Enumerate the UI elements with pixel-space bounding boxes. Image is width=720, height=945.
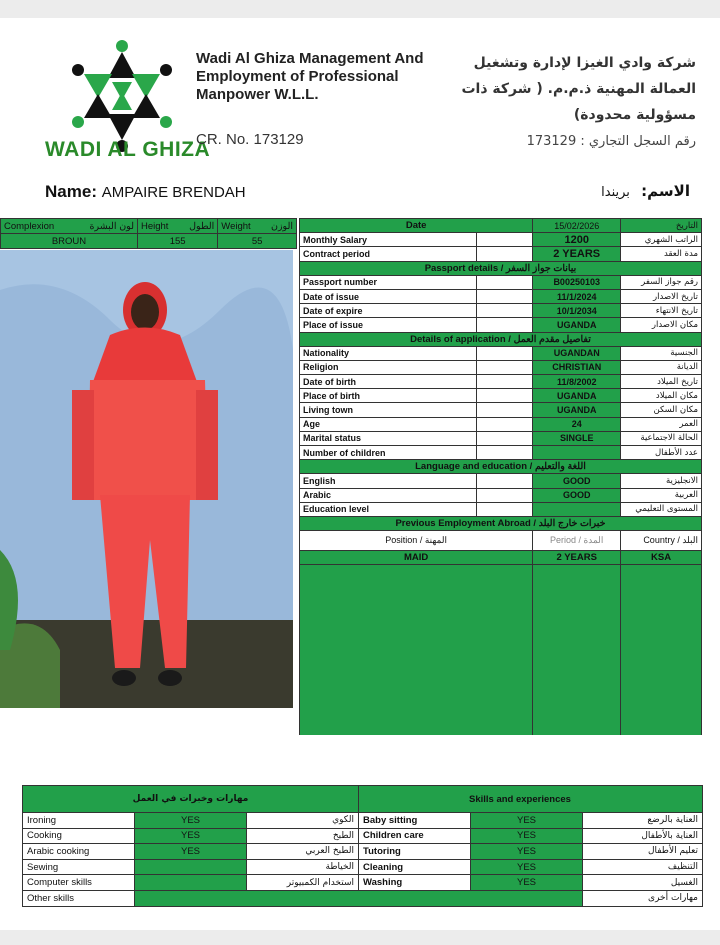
application-label-ar: مكان الميلاد: [621, 389, 702, 403]
skill-label-ar: العناية بالأطفال: [583, 828, 703, 844]
date-row: Date 15/02/2026 التاريخ: [300, 219, 702, 233]
language-value: GOOD: [533, 488, 621, 502]
application-label-ar: الحالة الاجتماعية: [621, 431, 702, 445]
passport-row: [300, 275, 702, 289]
application-label-ar: الديانة: [621, 360, 702, 374]
employment-empty-row: [300, 593, 702, 607]
application-value: CHRISTIAN: [533, 360, 621, 374]
application-row: [300, 375, 702, 389]
salary-value: 1200: [533, 233, 621, 247]
contract-value: 2 YEARS: [533, 247, 621, 261]
language-label: English: [300, 474, 477, 488]
skills-title-en: Skills and experiences: [359, 786, 703, 813]
weight-value: 55: [218, 234, 297, 249]
employment-period: 2 YEARS: [533, 551, 621, 565]
application-label: Nationality: [300, 346, 477, 360]
employment-empty-row: [300, 707, 702, 721]
language-value: [533, 502, 621, 516]
company-name-en: Wadi Al Ghiza Management And Employment of Professional Manpower W.L.L.: [196, 50, 424, 103]
passport-label: Passport number: [300, 275, 477, 289]
skill-label: Sewing: [23, 859, 135, 875]
employment-country: KSA: [621, 551, 702, 565]
skill-label-ar: الطبخ العربي: [247, 844, 359, 860]
height-value: 155: [137, 234, 217, 249]
employment-header: Position / المهنة Period / المدة Country / البلد: [300, 531, 702, 551]
skill-label-ar: العناية بالرضع: [583, 813, 703, 829]
skill-value: [135, 875, 247, 891]
language-label: Education level: [300, 502, 477, 516]
contract-row: Contract period 2 YEARS مدة العقد: [300, 247, 702, 261]
employment-position: MAID: [300, 551, 533, 565]
application-label: Religion: [300, 360, 477, 374]
application-label-ar: تاريخ الميلاد: [621, 375, 702, 389]
passport-value: UGANDA: [533, 318, 621, 332]
application-row: [300, 446, 702, 460]
passport-label: Place of issue: [300, 318, 477, 332]
employment-empty-row: [300, 622, 702, 636]
employment-section: Previous Employment Abroad / خبرات خارج البلد: [300, 516, 702, 530]
name-label-ar: الاسم:: [641, 182, 690, 200]
application-row: [300, 389, 702, 403]
application-value: 24: [533, 417, 621, 431]
skill-label: Baby sitting: [359, 813, 471, 829]
skill-value: YES: [471, 813, 583, 829]
language-label-ar: المستوى التعليمي: [621, 502, 702, 516]
skill-label: Cooking: [23, 828, 135, 844]
application-value: SINGLE: [533, 431, 621, 445]
application-label-ar: الجنسية: [621, 346, 702, 360]
cr-number-en: CR. No. 173129: [196, 131, 304, 148]
language-label-ar: العربية: [621, 488, 702, 502]
application-label: Place of birth: [300, 389, 477, 403]
skill-label: Ironing: [23, 813, 135, 829]
application-label: Marital status: [300, 431, 477, 445]
language-row: [300, 474, 702, 488]
name-value: AMPAIRE BRENDAH: [101, 184, 246, 201]
application-value: [533, 446, 621, 460]
application-value: UGANDA: [533, 389, 621, 403]
skill-value: YES: [471, 875, 583, 891]
employment-empty-row: [300, 693, 702, 707]
skill-label-ar: الطبخ: [247, 828, 359, 844]
skill-value: YES: [135, 813, 247, 829]
skills-row: [23, 859, 703, 875]
language-value: GOOD: [533, 474, 621, 488]
height-header: Height الطول: [137, 219, 217, 234]
employment-empty-row: [300, 678, 702, 692]
skill-label: Computer skills: [23, 875, 135, 891]
cv-sheet: [0, 18, 720, 930]
skill-label: Children care: [359, 828, 471, 844]
application-row: [300, 403, 702, 417]
skill-label-ar: التنظيف: [583, 859, 703, 875]
employment-empty-row: [300, 579, 702, 593]
application-row: [300, 346, 702, 360]
passport-label-ar: تاريخ الانتهاء: [621, 304, 702, 318]
details-table: [299, 218, 702, 735]
skills-row: [23, 875, 703, 891]
passport-label: Date of issue: [300, 289, 477, 303]
complexion-value: BROUN: [1, 234, 138, 249]
employment-empty-row: [300, 650, 702, 664]
passport-row: [300, 304, 702, 318]
skill-label-ar: الكوي: [247, 813, 359, 829]
skill-label: Tutoring: [359, 844, 471, 860]
date-value: 15/02/2026: [533, 219, 621, 233]
employment-empty-row: [300, 565, 702, 579]
cr-number-ar: رقم السجل التجاري : 173129: [526, 134, 696, 149]
skill-label: Cleaning: [359, 859, 471, 875]
name-value-ar: بريندا: [601, 185, 630, 200]
application-value: UGANDA: [533, 403, 621, 417]
name-row-ar: [601, 182, 690, 200]
language-section: Language and education / اللغة والتعليم: [300, 460, 702, 474]
skill-value: YES: [135, 844, 247, 860]
employment-empty-row: [300, 607, 702, 621]
application-label-ar: مكان السكن: [621, 403, 702, 417]
skill-label-ar: استخدام الكمبيوتر: [247, 875, 359, 891]
skill-value: YES: [471, 844, 583, 860]
language-label-ar: الانجليزية: [621, 474, 702, 488]
skill-value: YES: [135, 828, 247, 844]
skill-label-ar: تعليم الأطفال: [583, 844, 703, 860]
candidate-photo: [0, 250, 293, 708]
physical-table: [0, 218, 297, 249]
passport-label-ar: رقم جواز السفر: [621, 275, 702, 289]
skill-value: YES: [471, 859, 583, 875]
logo-text: WADI AL GHIZA: [45, 138, 211, 161]
salary-row: Monthly Salary 1200 الراتب الشهري: [300, 233, 702, 247]
skill-value: [135, 859, 247, 875]
application-row: [300, 360, 702, 374]
skills-table: [22, 785, 703, 907]
company-name-ar: شركة وادي الغيزا لإدارة وتشغيل العمالة المهنية ذ.م.م. ( شركة ذات مسؤولية محدودة): [461, 55, 696, 123]
application-label-ar: العمر: [621, 417, 702, 431]
employment-row: [300, 551, 702, 565]
skill-label-ar: الخياطة: [247, 859, 359, 875]
passport-row: [300, 318, 702, 332]
application-label-ar: عدد الأطفال: [621, 446, 702, 460]
skills-row: [23, 813, 703, 829]
application-value: 11/8/2002: [533, 375, 621, 389]
application-row: [300, 417, 702, 431]
application-section: Details of application / تفاصيل مقدم العمل: [300, 332, 702, 346]
application-label: Date of birth: [300, 375, 477, 389]
name-row: Name: AMPAIRE BRENDAH: [45, 182, 246, 201]
skills-row: [23, 828, 703, 844]
skills-row: [23, 844, 703, 860]
passport-value: 11/1/2024: [533, 289, 621, 303]
complexion-header: Complexion لون البشرة: [1, 219, 138, 234]
passport-label-ar: مكان الاصدار: [621, 318, 702, 332]
skill-value: YES: [471, 828, 583, 844]
language-label: Arabic: [300, 488, 477, 502]
application-row: [300, 431, 702, 445]
skills-title-ar: مهارات وخبرات في العمل: [23, 786, 359, 813]
employment-empty-row: [300, 721, 702, 735]
passport-row: [300, 289, 702, 303]
application-value: UGANDAN: [533, 346, 621, 360]
application-label: Age: [300, 417, 477, 431]
skill-label: Washing: [359, 875, 471, 891]
language-row: [300, 488, 702, 502]
passport-section: Passport details / بيانات جواز السفر: [300, 261, 702, 275]
passport-label-ar: تاريخ الاصدار: [621, 289, 702, 303]
other-skills-row: Other skills مهارات أخرى: [23, 890, 703, 906]
employment-empty-row: [300, 636, 702, 650]
passport-label: Date of expire: [300, 304, 477, 318]
application-label: Number of children: [300, 446, 477, 460]
skill-label: Arabic cooking: [23, 844, 135, 860]
language-row: [300, 502, 702, 516]
application-label: Living town: [300, 403, 477, 417]
weight-header: Weight الوزن: [218, 219, 297, 234]
passport-value: B00250103: [533, 275, 621, 289]
employment-empty-row: [300, 664, 702, 678]
passport-value: 10/1/2034: [533, 304, 621, 318]
skill-label-ar: الغسيل: [583, 875, 703, 891]
name-label: Name: [45, 182, 92, 201]
